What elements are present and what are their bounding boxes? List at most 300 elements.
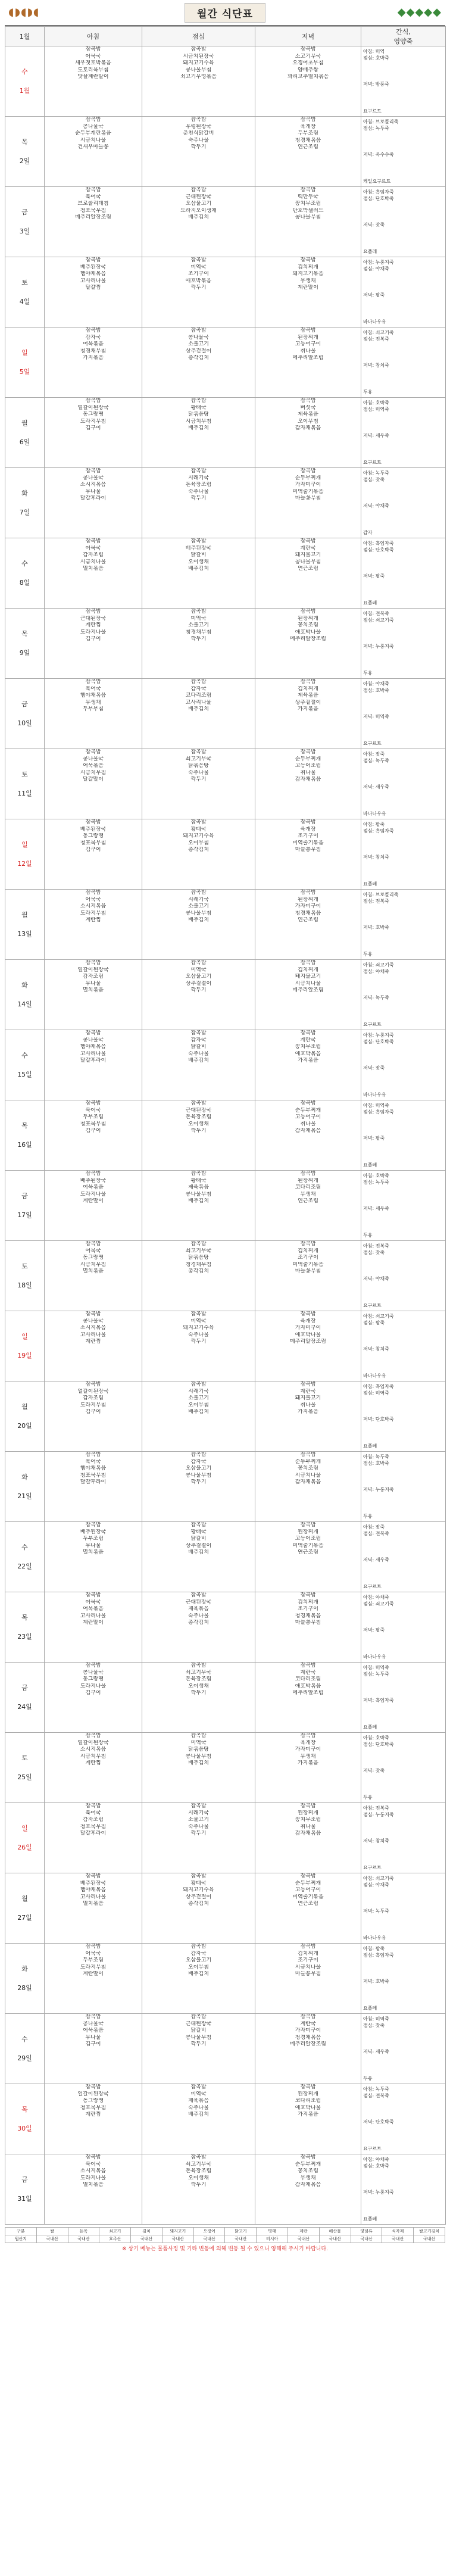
origin-item-label: 돈육 [68,2228,99,2235]
date-label: 10일 [17,719,32,727]
porridge-item: 아침: 야채죽 [363,1595,389,1600]
menu-item: 가자미구이 [295,903,321,910]
origin-item-label: 식자재 [382,2228,414,2235]
porridge-item: 저녁: 잣죽 [363,1065,385,1071]
weekday-label: 금 [21,2175,28,2184]
date-label: 24일 [17,1702,32,1711]
snack-item: 두유 [363,1233,373,1238]
title-bar [5,0,445,26]
date-label: 19일 [17,1351,32,1359]
menu-item: 꽁치무조림 [295,1817,321,1823]
menu-item: 북어국 [85,1810,101,1816]
snack-cell [361,538,446,609]
porridge-item: 아침: 쇠고기죽 [363,330,394,335]
menu-item: 가자미구이 [295,482,321,488]
porridge-item: 저녁: 녹두죽 [363,995,389,1000]
menu-item: 메추리알장조림 [290,636,326,643]
menu-item: 닭볶음탕 [188,763,209,769]
menu-item: 가지볶음 [83,355,104,361]
menu-item: 잡곡밥 [300,1592,316,1598]
origin-country: 국내산 [319,2235,351,2243]
menu-item: 된장찌개 [298,1810,318,1816]
menu-item: 돈육장조림 [185,1114,212,1121]
origin-item-label: 오징어 [193,2228,225,2235]
menu-item: 청포묵무침 [80,1823,107,1830]
menu-item: 잡곡밥 [190,890,207,896]
menu-item: 콩나물무침 [185,67,212,73]
date-label: 6일 [19,438,30,446]
date-cell [5,117,45,187]
menu-item: 김구이 [85,1409,101,1415]
menu-item: 김구이 [85,636,101,643]
dinner-cell [255,960,361,1030]
date-label: 5일 [19,367,30,376]
dinner-cell [255,257,361,328]
porridge-item: 아침: 잣죽 [363,751,385,757]
porridge-item: 점심: 녹두죽 [363,1671,389,1677]
header-dinner: 저녁 [255,27,361,46]
menu-item: 잡곡밥 [85,1311,101,1317]
menu-item: 깍두기 [190,285,207,291]
menu-item: 소시지볶음 [80,2168,107,2175]
porridge-item: 저녁: 방풍죽 [363,82,389,87]
day-row [5,1100,446,1171]
menu-item: 감자채볶음 [295,2182,321,2188]
snack-cell [361,1100,446,1171]
weekday-label: 수 [21,559,28,567]
porridge-item: 아침: 야채죽 [363,2157,389,2162]
lunch-cell [142,2014,255,2084]
menu-item: 시금치무침 [80,1261,107,1268]
weekday-label: 화 [21,489,28,497]
menu-item: 조기구이 [298,1606,318,1613]
menu-item: 조기구이 [298,1957,318,1964]
snack-item: 두유 [363,1795,373,1800]
menu-item: 쇠고기무국 [185,756,212,762]
menu-item: 어묵볶음 [83,1606,104,1613]
weekday-label: 목 [21,1613,28,1621]
menu-item: 배추김치 [188,2112,209,2118]
menu-item: 감자국 [190,685,207,692]
menu-item: 무생채 [85,699,101,706]
day-row [5,960,446,1030]
porridge-item: 저녁: 새우죽 [363,1206,389,1211]
porridge-item: 저녁: 녹두죽 [363,1908,389,1914]
menu-item: 콩나물국 [83,2020,104,2027]
menu-item: 시금치나물 [295,980,321,987]
menu-item: 두부조림 [298,130,318,137]
menu-item: 된장찌개 [298,2091,318,2097]
menu-item: 잡곡밥 [85,187,101,193]
menu-item: 조기구이 [298,1255,318,1261]
snack-item: 바나나우유 [363,1373,386,1379]
weekday-label: 일 [21,348,28,357]
dinner-cell [255,468,361,538]
menu-item: 잡곡밥 [190,46,207,52]
menu-item: 잡곡밥 [190,749,207,755]
menu-item: 메추리알조림 [292,1690,324,1696]
header-snack-line1: 간식, [396,28,411,36]
menu-item: 감자채볶음 [295,1830,321,1837]
menu-item: 배추된장국 [80,264,107,270]
snack-item: 바나나우유 [363,1654,386,1660]
weekday-label: 목 [21,629,28,638]
menu-item: 감자국 [190,1458,207,1465]
menu-item: 코다리조림 [295,1676,321,1683]
menu-item: 잡곡밥 [85,1171,101,1177]
menu-item: 콩나물무침 [295,559,321,565]
porridge-item: 저녁: 새우죽 [363,784,389,790]
breakfast-cell [45,1873,142,1944]
menu-item: 닭볶음탕 [188,1255,209,1261]
date-cell [5,1733,45,1803]
menu-item: 잡곡밥 [300,2014,316,2020]
date-label: 31일 [17,2194,32,2203]
weekday-label: 일 [21,1332,28,1340]
menu-item: 고사리나물 [80,1613,107,1619]
menu-item: 햄야채볶음 [80,693,107,699]
notice-text: ※ 상기 메뉴는 물품사정 및 기타 변동에 의해 변동 될 수 있으니 양해해 주시기 바랍니다. [121,2246,329,2252]
menu-item: 햄야채볶음 [80,271,107,277]
origin-country: 국내산 [225,2235,257,2243]
date-cell [5,1311,45,1381]
breakfast-cell [45,1452,142,1522]
menu-item: 깍두기 [190,776,207,783]
origin-country: 국내산 [68,2235,99,2243]
menu-item: 잡곡밥 [190,257,207,263]
lunch-cell [142,960,255,1030]
porridge-item: 점심: 호박죽 [363,2163,389,2169]
menu-item: 잡곡밥 [190,960,207,966]
date-cell [5,1452,45,1522]
date-cell [5,468,45,538]
porridge-item: 아침: 녹두죽 [363,2087,389,2092]
date-label: 12일 [17,859,32,868]
menu-item: 깍두기 [190,495,207,502]
menu-item: 고등어구이 [295,341,321,348]
dinner-cell [255,1873,361,1944]
menu-item: 오이무침 [188,840,209,846]
menu-item: 도라지나물 [80,1191,107,1197]
menu-item: 잡곡밥 [85,1944,101,1950]
header-breakfast: 아침 [45,27,142,46]
menu-item: 깍두기 [190,144,207,151]
date-cell [5,538,45,609]
day-row [5,1522,446,1592]
menu-item: 오이생채 [188,1121,209,1127]
origin-country: 국내산 [288,2235,320,2243]
menu-item: 가지볶음 [298,2112,318,2118]
snack-item: 요구르트 [363,460,382,465]
lunch-cell [142,1522,255,1592]
porridge-item: 저녁: 잣죽 [363,222,385,227]
menu-item: 배추김치 [188,1760,209,1767]
porridge-item: 점심: 단호박죽 [363,1039,394,1044]
menu-item: 취나물 [300,1121,316,1127]
menu-item: 고등어구이 [295,1114,321,1121]
origin-country: 국내산 [414,2235,445,2243]
breakfast-cell [45,1241,142,1311]
origin-item-label: 쌀 [36,2228,68,2235]
menu-item: 된장찌개 [298,334,318,341]
menu-item: 시래기국 [188,1388,209,1395]
menu-item: 배추김치 [188,706,209,713]
menu-item: 무생채 [300,277,316,284]
menu-item: 도라지오이생채 [180,207,217,214]
menu-item: 어묵국 [85,1599,101,1605]
day-row [5,1452,446,1522]
snack-cell [361,117,446,187]
porridge-item: 저녁: 단호박죽 [363,2119,394,2125]
date-label: 22일 [17,1562,32,1570]
menu-item: 콩나물무침 [185,910,212,916]
menu-item: 계란찜 [85,1760,101,1767]
snack-item: 두유 [363,2076,373,2081]
menu-item: 쇠고기무국 [185,2161,212,2168]
porridge-item: 점심: 잣죽 [363,477,385,482]
menu-item: 가지볶음 [298,1058,318,1064]
date-cell [5,1100,45,1171]
menu-item: 근대된장국 [185,1599,212,1605]
weekday-label: 토 [21,278,28,286]
porridge-item: 아침: 호박죽 [363,400,389,406]
menu-item: 달걀찜 [85,285,101,291]
menu-item: 상추겉절이 [295,699,321,706]
breakfast-cell [45,960,142,1030]
menu-item: 콩나물무침 [185,2034,212,2041]
porridge-item: 점심: 호박죽 [363,55,389,61]
menu-item: 잡곡밥 [190,1873,207,1879]
lunch-cell [142,679,255,749]
menu-item: 얼갈이된장국 [77,404,109,411]
menu-item: 우렁된장국 [185,123,212,130]
lunch-cell [142,1733,255,1803]
menu-item: 잡곡밥 [85,1592,101,1598]
menu-item: 멸치볶음 [83,1901,104,1907]
day-row [5,538,446,609]
menu-item: 잡곡밥 [300,1381,316,1387]
menu-item: 소불고기 [188,1395,209,1402]
menu-item: 얼갈이된장국 [77,2091,109,2097]
menu-item: 소불고기 [188,341,209,348]
porridge-item: 저녁: 참치죽 [363,1838,389,1844]
menu-item: 잡곡밥 [190,609,207,615]
menu-item: 숙주나물 [188,1613,209,1619]
breakfast-cell [45,819,142,890]
menu-item: 콩나물국 [83,756,104,762]
date-cell [5,679,45,749]
day-row [5,609,446,679]
dinner-cell [255,609,361,679]
lunch-cell [142,609,255,679]
menu-item: 마늘쫑무침 [295,1268,321,1275]
porridge-item: 점심: 녹두죽 [363,126,389,131]
menu-sheet [5,0,445,2255]
porridge-item: 점심: 잣죽 [363,2023,385,2028]
menu-item: 두부조림 [83,1114,104,1121]
menu-item: 도라지무침 [80,910,107,916]
dinner-cell [255,2154,361,2225]
menu-item: 콩나물국 [188,334,209,341]
menu-item: 동그랑땡 [83,1676,104,1683]
menu-item: 콩나물국 [83,1318,104,1324]
day-row [5,819,446,890]
weekday-label: 월 [21,910,28,919]
dinner-cell [255,1663,361,1733]
menu-item: 김구이 [85,847,101,853]
breakfast-cell [45,187,142,257]
menu-item: 콩나물국 [83,1669,104,1676]
porridge-item: 저녁: 옥수수죽 [363,152,394,157]
porridge-item: 아침: 전복죽 [363,1243,389,1249]
date-cell [5,2154,45,2225]
dinner-cell [255,1452,361,1522]
porridge-item: 아침: 호박죽 [363,1735,389,1741]
menu-item: 오삼불고기 [185,201,212,207]
menu-item: 숙주나물 [188,2104,209,2111]
dinner-cell [255,1733,361,1803]
menu-item: 오삼불고기 [185,1465,212,1472]
menu-item: 고등어조림 [295,763,321,769]
porridge-item: 아침: 팥죽 [363,1946,385,1951]
menu-item: 돼지불고기 [295,1395,321,1402]
dinner-cell [255,1100,361,1171]
menu-item: 잡곡밥 [190,117,207,123]
weekday-label: 토 [21,1754,28,1762]
menu-item: 근대된장국 [185,2020,212,2027]
snack-cell [361,1663,446,1733]
menu-item: 배추김치 [188,917,209,924]
snack-item: 감자 [363,530,373,535]
snack-cell [361,1733,446,1803]
snack-item: 요구르트 [363,1303,382,1308]
snack-item: 요플레 [363,1724,377,1730]
dinner-cell [255,749,361,819]
menu-item: 잡곡밥 [85,1733,101,1739]
lunch-cell [142,1663,255,1733]
dinner-cell [255,1944,361,2014]
menu-item: 오징어초무침 [292,60,324,67]
snack-cell [361,1873,446,1944]
porridge-item: 저녁: 참치죽 [363,1346,389,1352]
menu-item: 잡곡밥 [300,960,316,966]
menu-item: 육개장 [300,1318,316,1324]
dinner-cell [255,2084,361,2154]
header-lunch: 점심 [142,27,255,46]
breakfast-cell [45,1030,142,1100]
date-label: 9일 [19,648,30,657]
menu-item: 계란국 [300,1037,316,1043]
porridge-item: 아침: 팥죽 [363,822,385,827]
menu-item: 배추김치 [188,1198,209,1205]
snack-item: 요구르트 [363,108,382,114]
breakfast-cell [45,609,142,679]
date-label: 4일 [19,297,30,305]
menu-item: 잡곡밥 [85,890,101,896]
porridge-item: 저녁: 새우죽 [363,1557,389,1563]
porridge-item: 점심: 호박죽 [363,688,389,693]
lunch-cell [142,117,255,187]
menu-item: 잡곡밥 [300,1522,316,1528]
dinner-cell [255,1030,361,1100]
lunch-cell [142,1030,255,1100]
date-label: 7일 [19,508,30,516]
menu-item: 배추김치 [188,1971,209,1978]
porridge-item: 아침: 미역죽 [363,1103,389,1108]
menu-item: 근대된장국 [185,194,212,200]
menu-item: 소시지볶음 [80,1325,107,1331]
menu-item: 잡곡밥 [85,328,101,333]
menu-item: 애호박나물 [295,1331,321,1338]
menu-item: 취나물 [300,769,316,776]
menu-item: 잡곡밥 [300,1100,316,1106]
breakfast-cell [45,1171,142,1241]
breakfast-cell [45,398,142,468]
menu-item: 가지볶음 [298,706,318,713]
breakfast-cell [45,1592,142,1663]
date-cell [5,187,45,257]
origin-country: 국내산 [382,2235,414,2243]
menu-item: 메추리알장조림 [290,2041,326,2048]
menu-item: 햄야채볶음 [80,1465,107,1472]
weekday-label: 토 [21,1262,28,1270]
menu-item: 청경채볶음 [295,137,321,144]
snack-item: 요플레 [363,600,377,606]
menu-item: 잡곡밥 [190,1944,207,1950]
menu-item: 어묵볶음 [83,341,104,348]
menu-item: 잡곡밥 [190,1803,207,1809]
porridge-item: 아침: 쇠고기죽 [363,962,394,968]
menu-item: 소시지볶음 [80,482,107,488]
origin-item-label: 닭고기 [225,2228,257,2235]
menu-item: 숙주나물 [188,1050,209,1057]
menu-item: 돼지고기수육 [183,833,214,840]
menu-item: 돼지고기수육 [183,60,214,67]
menu-item: 계란찜 [85,1339,101,1345]
menu-item: 연근조림 [298,917,318,924]
menu-item: 김구이 [85,2041,101,2048]
menu-item: 깍두기 [190,636,207,643]
lunch-cell [142,1100,255,1171]
menu-item: 마늘쫑무침 [295,847,321,853]
menu-item: 청경채무침 [185,1261,212,1268]
date-label: 13일 [17,930,32,938]
weekday-label: 화 [21,981,28,989]
menu-item: 총각김치 [188,1268,209,1275]
porridge-item: 아침: 미역 [363,49,385,54]
menu-item: 육개장 [300,123,316,130]
weekday-label: 수 [21,1051,28,1059]
breakfast-cell [45,749,142,819]
menu-item: 애호박볶음 [295,1050,321,1057]
menu-item: 잡곡밥 [300,538,316,544]
menu-item: 꽁치조림 [298,622,318,629]
menu-item: 미역국 [190,966,207,973]
menu-item: 콩나물국 [83,475,104,481]
menu-item: 청포묵무침 [80,1472,107,1479]
menu-item: 달걀말이 [83,776,104,783]
menu-item: 계란말이 [298,285,318,291]
date-label: 27일 [17,1913,32,1922]
menu-item: 총각김치 [188,1620,209,1626]
menu-item: 감자조림 [83,552,104,559]
breakfast-cell [45,1663,142,1733]
menu-item: 잡곡밥 [85,679,101,685]
menu-item: 숙주나물 [188,1823,209,1830]
breakfast-cell [45,46,142,117]
menu-item: 상추겉절이 [185,980,212,987]
porridge-item: 저녁: 야채죽 [363,1276,389,1281]
